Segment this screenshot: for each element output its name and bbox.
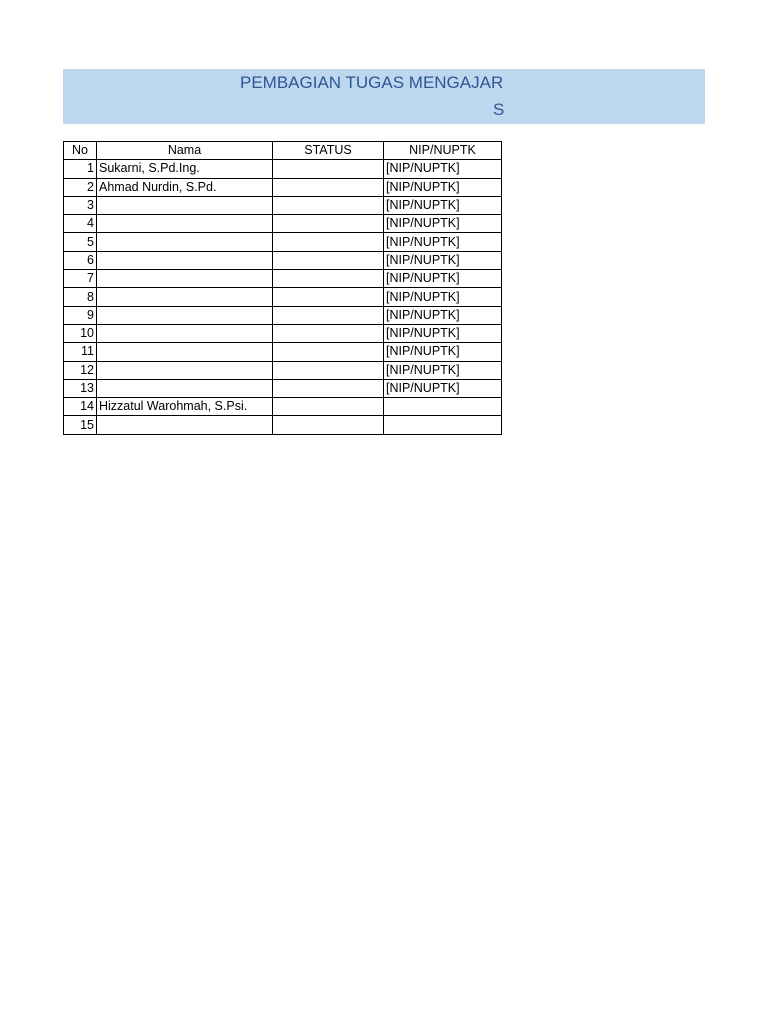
title-banner: [63, 69, 705, 124]
cell-status[interactable]: [273, 233, 384, 251]
cell-nip[interactable]: [NIP/NUPTK]: [384, 343, 502, 361]
cell-status[interactable]: [273, 398, 384, 416]
cell-nip[interactable]: [NIP/NUPTK]: [384, 251, 502, 269]
cell-nip[interactable]: [NIP/NUPTK]: [384, 160, 502, 178]
cell-status[interactable]: [273, 324, 384, 342]
cell-status[interactable]: [273, 215, 384, 233]
table-row: [64, 233, 502, 251]
table-row: [64, 178, 502, 196]
table-row: [64, 306, 502, 324]
cell-nama[interactable]: [97, 251, 273, 269]
cell-status[interactable]: [273, 288, 384, 306]
cell-nama[interactable]: Hizzatul Warohmah, S.Psi.: [97, 398, 273, 416]
table-row: [64, 324, 502, 342]
cell-nama[interactable]: [97, 343, 273, 361]
title-line-2: S: [493, 100, 505, 119]
cell-no[interactable]: 10: [64, 324, 97, 342]
cell-no[interactable]: 13: [64, 379, 97, 397]
table-row: [64, 361, 502, 379]
cell-status[interactable]: [273, 270, 384, 288]
teacher-table: [63, 141, 502, 435]
cell-nama[interactable]: [97, 379, 273, 397]
cell-no[interactable]: 1: [64, 160, 97, 178]
cell-nip[interactable]: [384, 398, 502, 416]
title-clip-area: [63, 69, 505, 124]
header-no: No: [64, 142, 97, 160]
cell-nip[interactable]: [NIP/NUPTK]: [384, 196, 502, 214]
cell-no[interactable]: 15: [64, 416, 97, 434]
table-row: [64, 196, 502, 214]
cell-status[interactable]: [273, 306, 384, 324]
cell-status[interactable]: [273, 416, 384, 434]
cell-no[interactable]: 4: [64, 215, 97, 233]
table-row: [64, 251, 502, 269]
cell-no[interactable]: 7: [64, 270, 97, 288]
cell-nip[interactable]: [NIP/NUPTK]: [384, 379, 502, 397]
cell-status[interactable]: [273, 196, 384, 214]
table-row: [64, 343, 502, 361]
cell-nip[interactable]: [NIP/NUPTK]: [384, 270, 502, 288]
cell-nip[interactable]: [NIP/NUPTK]: [384, 306, 502, 324]
table-row: [64, 270, 502, 288]
cell-no[interactable]: 2: [64, 178, 97, 196]
cell-no[interactable]: 14: [64, 398, 97, 416]
cell-no[interactable]: 12: [64, 361, 97, 379]
cell-nama[interactable]: [97, 324, 273, 342]
cell-nip[interactable]: [NIP/NUPTK]: [384, 178, 502, 196]
cell-nip[interactable]: [NIP/NUPTK]: [384, 361, 502, 379]
table-row: [64, 160, 502, 178]
cell-nama[interactable]: [97, 215, 273, 233]
table-row: [64, 416, 502, 434]
cell-status[interactable]: [273, 343, 384, 361]
cell-nama[interactable]: [97, 196, 273, 214]
table-row: [64, 379, 502, 397]
header-status: STATUS: [273, 142, 384, 160]
cell-nama[interactable]: [97, 288, 273, 306]
cell-nip[interactable]: [NIP/NUPTK]: [384, 324, 502, 342]
cell-status[interactable]: [273, 379, 384, 397]
cell-nama[interactable]: [97, 416, 273, 434]
cell-status[interactable]: [273, 160, 384, 178]
cell-no[interactable]: 8: [64, 288, 97, 306]
header-nama: Nama: [97, 142, 273, 160]
cell-status[interactable]: [273, 361, 384, 379]
table-row: [64, 398, 502, 416]
cell-nama[interactable]: [97, 233, 273, 251]
cell-nip[interactable]: [384, 416, 502, 434]
cell-nama[interactable]: Sukarni, S.Pd.Ing.: [97, 160, 273, 178]
cell-no[interactable]: 9: [64, 306, 97, 324]
cell-nip[interactable]: [NIP/NUPTK]: [384, 288, 502, 306]
cell-nama[interactable]: [97, 361, 273, 379]
cell-no[interactable]: 6: [64, 251, 97, 269]
cell-status[interactable]: [273, 251, 384, 269]
table-header-row: [64, 142, 502, 160]
header-nip: NIP/NUPTK: [384, 142, 502, 160]
cell-nip[interactable]: [NIP/NUPTK]: [384, 233, 502, 251]
cell-no[interactable]: 3: [64, 196, 97, 214]
cell-no[interactable]: 5: [64, 233, 97, 251]
table-row: [64, 288, 502, 306]
cell-status[interactable]: [273, 178, 384, 196]
title-line-1: PEMBAGIAN TUGAS MENGAJAR: [240, 73, 504, 92]
cell-nama[interactable]: [97, 306, 273, 324]
cell-nama[interactable]: Ahmad Nurdin, S.Pd.: [97, 178, 273, 196]
cell-nip[interactable]: [NIP/NUPTK]: [384, 215, 502, 233]
cell-nama[interactable]: [97, 270, 273, 288]
cell-no[interactable]: 11: [64, 343, 97, 361]
table-row: [64, 215, 502, 233]
